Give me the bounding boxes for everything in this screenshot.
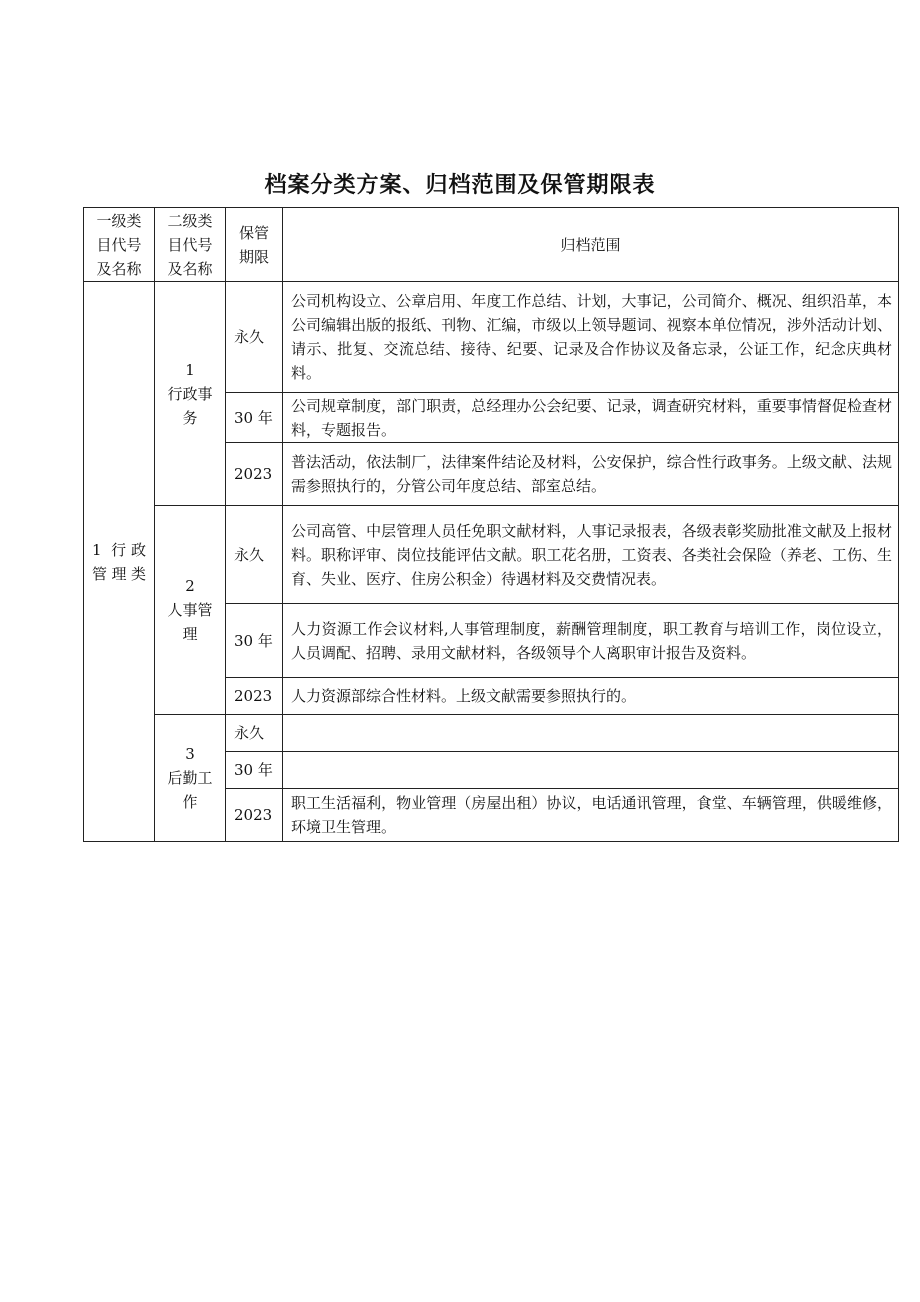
header-level1: 一级类目代号及名称 <box>84 208 155 282</box>
level2-name: 人事管理 <box>167 601 213 643</box>
archive-classification-table <box>83 207 899 842</box>
level2-name: 后勤工作 <box>167 769 213 811</box>
header-level2: 二级类目代号及名称 <box>155 208 226 282</box>
term-cell: 永久 <box>226 282 283 393</box>
scope-cell: 人力资源工作会议材料,人事管理制度，薪酬管理制度，职工教育与培训工作，岗位设立，人员调配、招聘、录用文献材料，各级领导个人离职审计报告及资料。 <box>283 604 899 678</box>
scope-cell: 公司规章制度，部门职责，总经理办公会纪要、记录，调查研究材料，重要事情督促检查材料，专题报告。 <box>283 393 899 443</box>
scope-cell: 人力资源部综合性材料。上级文献需要参照执行的。 <box>283 678 899 715</box>
table-header-row <box>84 208 899 282</box>
level2-category-3 <box>155 715 226 842</box>
header-term: 保管期限 <box>226 208 283 282</box>
term-cell: 30 年 <box>226 604 283 678</box>
level2-category-2 <box>155 506 226 715</box>
term-cell: 30 年 <box>226 393 283 443</box>
term-cell: 永久 <box>226 506 283 604</box>
level2-code: 1 <box>185 360 195 379</box>
term-cell: 30 年 <box>226 752 283 789</box>
table-row <box>84 715 899 752</box>
level2-name: 行政事务 <box>167 384 213 427</box>
document-title: 档案分类方案、归档范围及保管期限表 <box>264 173 656 198</box>
scope-cell <box>283 715 899 752</box>
header-scope: 归档范围 <box>283 208 899 282</box>
level2-category-1 <box>155 282 226 506</box>
table-row <box>84 506 899 604</box>
term-cell: 永久 <box>226 715 283 752</box>
term-cell: 2023 <box>226 789 283 842</box>
scope-cell <box>283 752 899 789</box>
level2-code: 2 <box>185 577 195 595</box>
scope-cell: 公司高管、中层管理人员任免职文献材料，人事记录报表，各级表彰奖励批准文献及上报材料。职称评审、岗位技能评估文献。职工花名册，工资表、各类社会保险（养老、工伤、生育、失业、医疗、住房公积金）待遇材料及交费情况表。 <box>283 506 899 604</box>
scope-cell: 普法活动，依法制厂，法律案件结论及材料，公安保护，综合性行政事务。上级文献、法规需参照执行的，分管公司年度总结、部室总结。 <box>283 443 899 506</box>
level1-category: 1 行政管理类 <box>84 282 155 842</box>
table-row <box>84 282 899 393</box>
term-cell: 2023 <box>226 443 283 506</box>
scope-cell: 职工生活福利，物业管理（房屋出租）协议，电话通讯管理，食堂、车辆管理，供暖维修，环境卫生管理。 <box>283 789 899 842</box>
scope-cell: 公司机构设立、公章启用、年度工作总结、计划，大事记，公司简介、概况、组织沿革，本公司编辑出版的报纸、刊物、汇编，市级以上领导题词、视察本单位情况，涉外活动计划、请示、批复、交流总结、接待、纪要、记录及合作协议及备忘录，公证工作，纪念庆典材料。 <box>283 282 899 393</box>
level2-code: 3 <box>185 745 195 763</box>
term-cell: 2023 <box>226 678 283 715</box>
